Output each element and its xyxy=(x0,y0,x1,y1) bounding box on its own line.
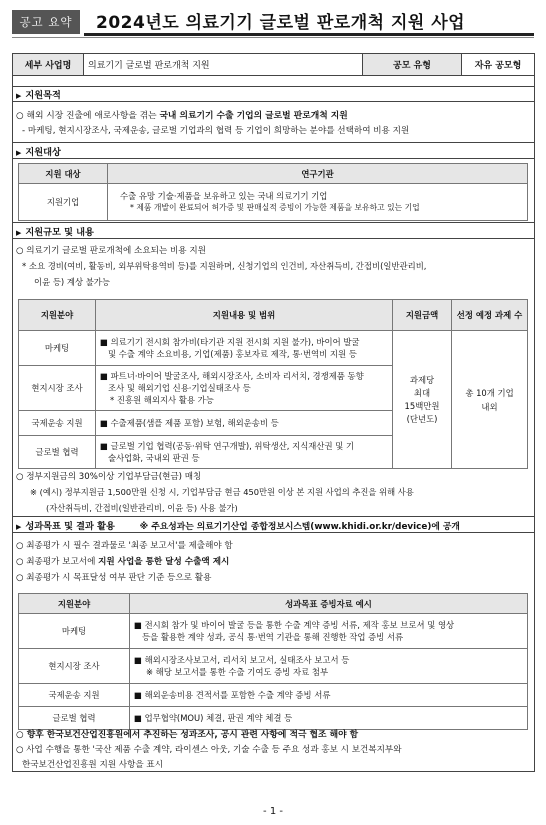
title-underline xyxy=(84,33,534,36)
outcome-line-1: ○ 최종평가 시 필수 결과물로 '최종 보고서'를 제출해야 함 xyxy=(16,541,233,551)
matching-line-2: ※ (예시) 정부지원금 1,500만원 신청 시, 기업부담금 현금 450만원 이상 본 지원 사업의 추진을 위해 사용 xyxy=(30,487,414,497)
section-divider xyxy=(12,532,535,533)
page-title: 2024년도 의료기기 글로벌 판로개척 지원 사업 xyxy=(96,13,466,33)
support-scope-table xyxy=(18,299,528,469)
scope-field: 국제운송 지원 xyxy=(19,411,96,436)
target-table xyxy=(18,163,528,221)
scope-col-header: 지원금액 xyxy=(393,300,452,331)
call-type-value: 자유 공모형 xyxy=(462,54,535,76)
final-line-1: ○ 향후 한국보건산업진흥원에서 추진하는 성과조사, 공시 관련 사항에 적극 협조 해야 함 xyxy=(16,730,359,740)
evidence-field: 글로벌 협력 xyxy=(19,707,130,730)
section-divider xyxy=(12,516,535,517)
evidence-line: 등을 활용한 계약 성과, 공식 통·번역 기관을 통해 진행한 작업 증빙 서류 xyxy=(142,632,404,642)
page-number: - 1 - xyxy=(263,806,283,817)
scale-line-2: * 소요 경비(여비, 활동비, 외부위탁용역비 등)를 지원하며, 신청기업의 인건비, 자산취득비, 간접비(일반관리비, xyxy=(22,261,427,271)
scope-col-header: 선정 예정 과제 수 xyxy=(452,300,528,331)
final-line-2: ○ 사업 수행을 통한 '국산 제품 수출 계약, 라이센스 아웃, 기술 수출 등 주요 성과 홍보 시 보건복지부와 xyxy=(16,745,402,755)
call-type-label: 공모 유형 xyxy=(363,54,462,76)
evidence-line: ※ 해당 보고서를 통한 수출 기여도 증빙 자료 첨부 xyxy=(146,667,329,677)
scope-content-line: * 진흥원 해외지사 활용 가능 xyxy=(110,395,214,405)
scope-col-header: 지원분야 xyxy=(19,300,96,331)
support-amount: 과제당 최대 15백만원 (단년도) xyxy=(393,331,452,469)
evidence-col-header: 지원분야 xyxy=(19,594,130,614)
evidence-line: ■ 해외시장조사보고서, 리서치 보고서, 실태조사 보고서 등 xyxy=(134,655,350,665)
evidence-table xyxy=(18,593,528,730)
section-divider xyxy=(12,142,535,143)
project-name-value: 의료기기 글로벌 판로개척 지원 xyxy=(84,54,363,76)
outcome-public-note: ※ 주요성과는 의료기기산업 종합정보시스템(www.khidi.or.kr/device)에 공개 xyxy=(139,522,460,532)
section-divider xyxy=(12,101,535,102)
outcome-line-3: ○ 최종평가 시 목표달성 여부 판단 기준 등으로 활용 xyxy=(16,573,212,583)
matching-line-3: (자산취득비, 간접비(일반관리비, 이윤 등) 사용 불가) xyxy=(46,503,238,513)
scope-field: 마케팅 xyxy=(19,331,96,366)
evidence-field: 현지시장 조사 xyxy=(19,649,130,684)
scope-content-line: 조사 및 해외기업 신용·기업실태조사 등 xyxy=(108,383,251,393)
outcome-heading-row xyxy=(16,518,460,532)
evidence-field: 국제운송 지원 xyxy=(19,684,130,707)
matching-line-1: ○ 정부지원금의 30%이상 기업부담금(현금) 매칭 xyxy=(16,472,202,482)
project-name-label: 세부 사업명 xyxy=(13,54,84,76)
title-rule xyxy=(12,37,534,38)
outcome-heading: ▶ 성과목표 및 결과 활용 xyxy=(16,521,115,532)
target-col-header: 지원 대상 xyxy=(19,164,108,184)
scope-content-line: 술사업화, 국내외 판권 등 xyxy=(108,453,200,463)
target-note: * 제품 개발이 완료되어 허가증 및 판매실적 증빙이 가능한 제품을 보유하고 있는 기업 xyxy=(130,203,420,212)
evidence-col-header: 성과목표 증빙자료 예시 xyxy=(130,594,528,614)
scale-heading: ▶ 지원규모 및 내용 xyxy=(16,224,94,238)
section-divider xyxy=(12,222,535,223)
target-col-header: 연구기관 xyxy=(108,164,528,184)
evidence-line: ■ 전시회 참가 및 바이어 발굴 등을 통한 수출 계약 증빙 서류, 제작 홍보 브로셔 및 영상 xyxy=(134,620,455,630)
section-divider xyxy=(12,238,535,239)
evidence-field: 마케팅 xyxy=(19,614,130,649)
section-divider xyxy=(12,86,535,87)
section-divider xyxy=(12,158,535,159)
scope-field: 글로벌 협력 xyxy=(19,436,96,469)
scope-content-line: ■ 파트너·바이어 발굴조사, 해외시장조사, 소비자 리서치, 경쟁제품 동향 xyxy=(100,371,364,381)
purpose-heading: ▶ 지원목적 xyxy=(16,87,61,101)
final-line-3: 한국보건산업진흥원 지원 사항을 표시 xyxy=(22,760,164,770)
scope-content-line: ■ 글로벌 기업 협력(공동·위탁 연구개발), 위탁생산, 지식재산권 및 기 xyxy=(100,441,355,451)
target-desc: 수출 유망 기술·제품을 보유하고 있는 국내 의료기기 기업 xyxy=(120,191,328,201)
scope-content-line: ■ 수출제품(샘플 제품 포함) 보험, 해외운송비 등 xyxy=(96,411,393,436)
scope-content-line: 및 수출 계약 소요비용, 기업(제품) 홍보자료 제작, 통·번역비 지원 등 xyxy=(108,349,357,359)
purpose-line-2: - 마케팅, 현지시장조사, 국제운송, 글로벌 기업과의 협력 등 기업이 희망하는 분야를 선택하여 비용 지원 xyxy=(22,126,410,136)
evidence-line: ■ 해외운송비용 견적서를 포함한 수출 계약 증빙 서류 xyxy=(130,684,528,707)
purpose-line-1: ○ 해외 시장 진출에 애로사항을 겪는 국내 의료기기 수출 기업의 글로벌 판로개척 지원 xyxy=(16,111,348,121)
scope-content-line: ■ 의료기기 전시회 참가비(타기관 지원 전시회 지원 불가), 바이어 발굴 xyxy=(100,337,360,347)
notice-badge: 공고 요약 xyxy=(12,10,80,34)
outcome-line-2: ○ 최종평가 보고서에 지원 사업을 통한 달성 수출액 제시 xyxy=(16,557,230,567)
target-heading: ▶ 지원대상 xyxy=(16,144,61,158)
selection-count: 총 10개 기업 내외 xyxy=(452,331,528,469)
target-row-label: 지원기업 xyxy=(19,184,108,221)
scope-col-header: 지원내용 및 범위 xyxy=(96,300,393,331)
scope-field: 현지시장 조사 xyxy=(19,366,96,411)
project-info-table xyxy=(12,53,535,76)
evidence-line: ■ 업무협약(MOU) 체결, 판권 계약 체결 등 xyxy=(130,707,528,730)
scale-line-1: ○ 의료기기 글로벌 판로개척에 소요되는 비용 지원 xyxy=(16,246,206,256)
scale-line-3: 이윤 등) 계상 불가능 xyxy=(34,277,110,287)
